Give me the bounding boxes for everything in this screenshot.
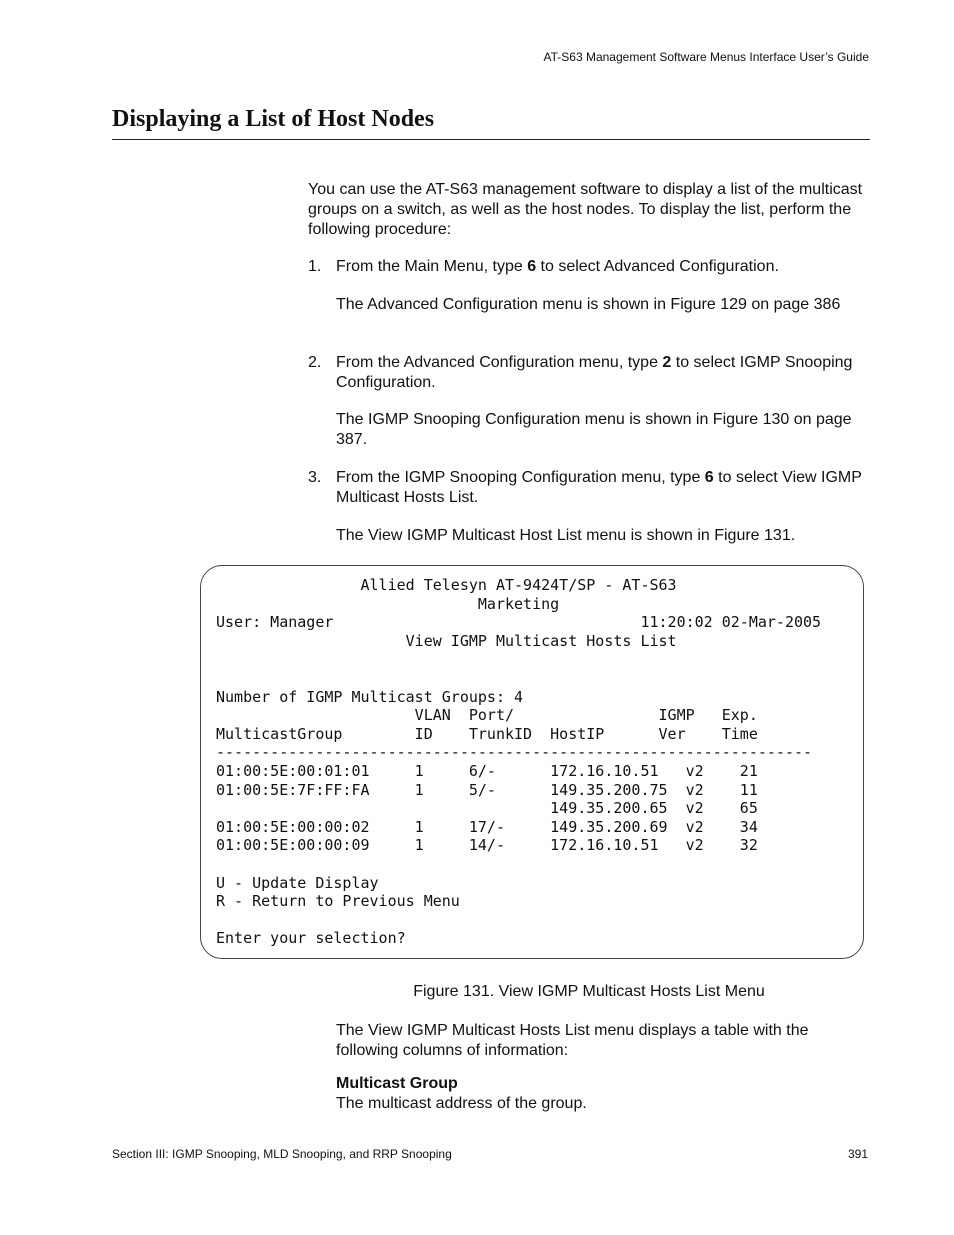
step-2-note: The IGMP Snooping Configuration menu is shown in Figure 130 on page 387. <box>336 411 852 448</box>
step-text: From the Advanced Configuration menu, type 2 to select IGMP Snooping Configuration. <box>336 354 853 391</box>
terminal-line: View IGMP Multicast Hosts List <box>216 631 677 650</box>
terminal-line: MulticastGroup ID TrunkID HostIP Ver Time <box>216 724 758 743</box>
definition-text: The multicast address of the group. <box>336 1095 587 1112</box>
terminal-line: Marketing <box>216 594 560 613</box>
terminal-line: Number of IGMP Multicast Groups: 4 <box>216 687 524 706</box>
title-rule <box>112 139 870 140</box>
terminal-line: R - Return to Previous Menu <box>216 892 460 911</box>
step-3-note: The View IGMP Multicast Host List menu is shown in Figure 131. <box>336 527 796 544</box>
page-number: 391 <box>847 1147 868 1161</box>
figure-caption: Figure 131. View IGMP Multicast Hosts List Menu <box>413 983 765 1000</box>
step-1-note: The Advanced Configuration menu is shown in Figure 129 on page 386 <box>336 296 841 313</box>
terminal-line: Allied Telesyn AT-9424T/SP - AT-S63 <box>216 576 677 594</box>
step-key: 6 <box>704 469 714 486</box>
step-number: 3. <box>308 469 322 486</box>
step-key: 6 <box>527 258 537 275</box>
terminal-line: 01:00:5E:00:00:02 1 17/- 149.35.200.69 v2 34 <box>216 817 758 836</box>
step-text: From the Main Menu, type 6 to select Advanced Configuration. <box>336 258 779 275</box>
running-header: AT-S63 Management Software Menus Interface User’s Guide <box>543 50 869 64</box>
terminal-line: User: Manager 11:20:02 02-Mar-2005 <box>216 613 822 632</box>
section-title: Displaying a List of Host Nodes <box>112 106 435 132</box>
intro-paragraph: You can use the AT-S63 management software to display a list of the multicast groups on a switch, as well as the host nodes. To display the list, perform the following procedure: <box>308 181 863 238</box>
description-paragraph: The View IGMP Multicast Hosts List menu displays a table with the following columns of information: <box>336 1022 809 1059</box>
terminal-line: VLAN Port/ IGMP Exp. <box>216 706 758 725</box>
terminal-line: 149.35.200.65 v2 65 <box>216 799 758 818</box>
terminal-line: U - Update Display <box>216 873 379 892</box>
terminal-line: 01:00:5E:7F:FF:FA 1 5/- 149.35.200.75 v2 11 <box>216 780 758 799</box>
step-text: From the IGMP Snooping Configuration menu, type 6 to select View IGMP Multicast Hosts List. <box>336 469 862 506</box>
terminal-screen-text <box>216 576 821 948</box>
terminal-line: Enter your selection? <box>216 929 406 948</box>
step-number: 1. <box>308 258 322 275</box>
definition-term: Multicast Group <box>336 1075 458 1092</box>
footer-section: Section III: IGMP Snooping, MLD Snooping, and RRP Snooping <box>112 1147 452 1161</box>
terminal-line: ------------------------------------------------------------------ <box>216 743 813 762</box>
step-key: 2 <box>662 354 672 371</box>
terminal-line: 01:00:5E:00:01:01 1 6/- 172.16.10.51 v2 21 <box>216 761 758 780</box>
terminal-line: 01:00:5E:00:00:09 1 14/- 172.16.10.51 v2 32 <box>216 836 758 855</box>
step-number: 2. <box>308 354 322 371</box>
